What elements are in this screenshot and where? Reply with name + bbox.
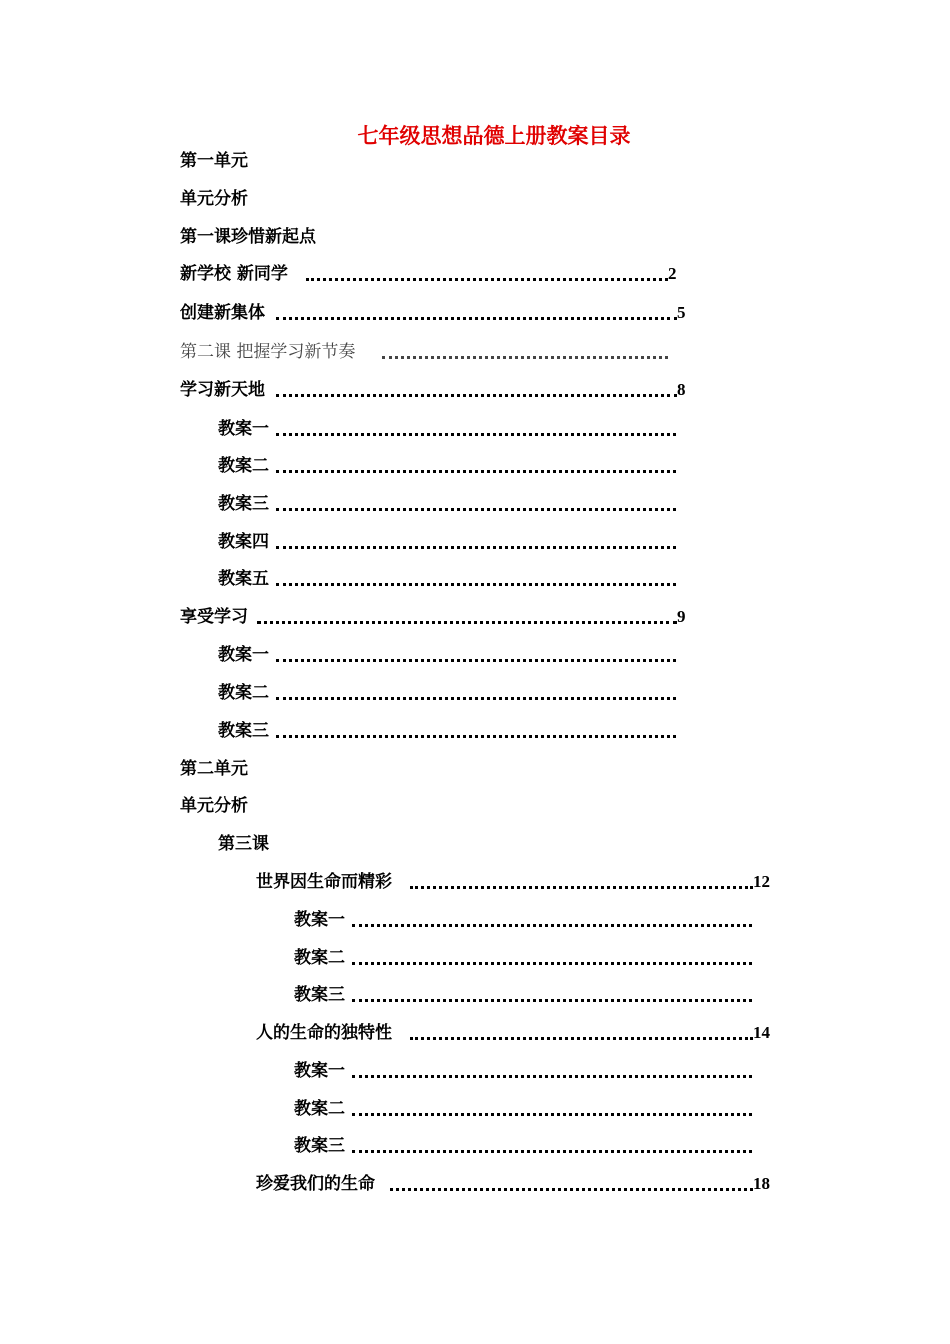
toc-entry-plan[interactable]	[218, 529, 688, 555]
dot-leader	[276, 508, 676, 511]
toc-entry-plan[interactable]	[294, 982, 764, 1008]
toc-entry-label: 第一课珍惜新起点	[180, 227, 316, 247]
toc-entry-unit-analysis[interactable]	[180, 186, 700, 212]
toc-entry-label: 教案四	[218, 532, 269, 552]
dot-leader	[276, 659, 676, 662]
toc-entry-plan[interactable]	[218, 642, 688, 668]
dot-leader	[352, 999, 752, 1002]
toc-entry-label: 单元分析	[180, 189, 248, 209]
dot-leader	[306, 278, 668, 281]
page-number: 2	[668, 264, 677, 283]
toc-entry-label: 教案三	[218, 494, 269, 514]
toc-entry-plan[interactable]	[218, 453, 688, 479]
toc-entry-unit-1[interactable]	[180, 148, 700, 174]
toc-entry-label: 教案二	[218, 683, 269, 703]
toc-entry-label: 教案三	[218, 721, 269, 741]
toc-entry-plan[interactable]	[218, 491, 688, 517]
toc-entry-unique-life[interactable]	[256, 1020, 786, 1046]
dot-leader	[276, 470, 676, 473]
page-title: 七年级思想品德上册教案目录	[357, 123, 631, 148]
toc-entry-label: 教案一	[294, 1061, 345, 1081]
dot-leader	[276, 735, 676, 738]
toc-entry-plan[interactable]	[294, 1133, 764, 1159]
page-number: 18	[753, 1174, 770, 1193]
page-number: 8	[677, 380, 686, 399]
toc-entry-label: 教案二	[294, 1099, 345, 1119]
toc-entry-plan[interactable]	[294, 1058, 764, 1084]
toc-entry-lesson-3[interactable]	[218, 831, 688, 857]
dot-leader	[352, 1075, 752, 1078]
toc-entry-wonderful-life[interactable]	[256, 869, 786, 895]
toc-entry-label: 教案二	[294, 948, 345, 968]
toc-entry-label: 教案一	[218, 419, 269, 439]
toc-entry-label: 教案五	[218, 569, 269, 589]
page-number: 12	[753, 872, 770, 891]
dot-leader	[276, 697, 676, 700]
page-number: 5	[677, 303, 686, 322]
toc-entry-label: 第三课	[218, 834, 269, 854]
toc-entry-label: 教案二	[218, 456, 269, 476]
toc-entry-label: 珍爱我们的生命	[256, 1174, 375, 1194]
toc-entry-label: 教案一	[294, 910, 345, 930]
dot-leader	[276, 433, 676, 436]
dot-leader	[276, 394, 677, 397]
toc-entry-label: 新学校 新同学	[180, 264, 288, 284]
dot-leader	[352, 962, 752, 965]
toc-entry-unit-analysis[interactable]	[180, 793, 700, 819]
dot-leader	[410, 1037, 753, 1040]
dot-leader	[276, 583, 676, 586]
toc-entry-plan[interactable]	[294, 945, 764, 971]
dot-leader	[352, 924, 752, 927]
dot-leader	[276, 317, 677, 320]
toc-entry-unit-2[interactable]	[180, 756, 700, 782]
toc-entry-plan[interactable]	[218, 566, 688, 592]
toc-entry-new-collective[interactable]	[180, 300, 700, 326]
toc-entry-label: 学习新天地	[180, 380, 265, 400]
toc-entry-lesson-1[interactable]	[180, 224, 700, 250]
toc-entry-label: 教案三	[294, 985, 345, 1005]
dot-leader	[352, 1113, 752, 1116]
toc-entry-label: 第一单元	[180, 151, 248, 171]
page-number: 14	[753, 1023, 770, 1042]
toc-entry-label: 创建新集体	[180, 303, 265, 323]
toc-entry-label: 教案三	[294, 1136, 345, 1156]
dot-leader	[410, 886, 753, 889]
toc-entry-new-school[interactable]	[180, 261, 700, 287]
dot-leader	[390, 1188, 753, 1191]
dot-leader	[352, 1150, 752, 1153]
toc-entry-label: 单元分析	[180, 796, 248, 816]
toc-entry-label: 世界因生命而精彩	[256, 872, 392, 892]
toc-entry-label: 第二单元	[180, 759, 248, 779]
toc-entry-plan[interactable]	[294, 907, 764, 933]
toc-entry-enjoy-learning[interactable]	[180, 604, 700, 630]
toc-entry-lesson-2[interactable]	[180, 339, 700, 365]
toc-entry-plan[interactable]	[218, 680, 688, 706]
dot-leader	[276, 546, 676, 549]
toc-entry-cherish-life[interactable]	[256, 1171, 786, 1197]
toc-entry-plan[interactable]	[294, 1096, 764, 1122]
dot-leader	[382, 356, 668, 359]
toc-entry-label: 教案一	[218, 645, 269, 665]
page-number: 9	[677, 607, 686, 626]
toc-entry-study-world[interactable]	[180, 377, 700, 403]
toc-entry-label: 第二课 把握学习新节奏	[180, 342, 356, 362]
toc-entry-plan[interactable]	[218, 416, 688, 442]
toc-entry-plan[interactable]	[218, 718, 688, 744]
toc-entry-label: 享受学习	[180, 607, 248, 627]
toc-entry-label: 人的生命的独特性	[256, 1023, 392, 1043]
dot-leader	[257, 621, 677, 624]
